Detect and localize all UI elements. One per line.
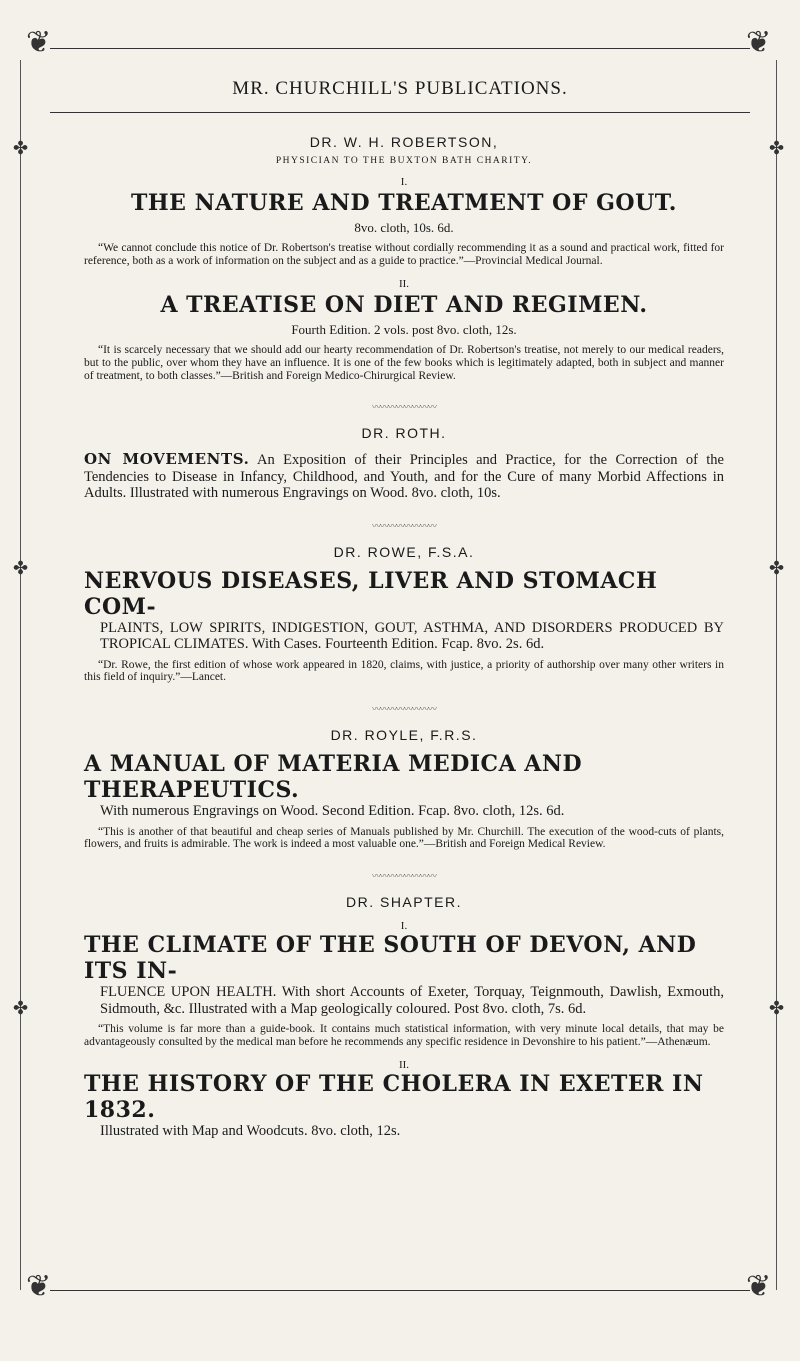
work-title: A TREATISE ON DIET AND REGIMEN. bbox=[160, 291, 648, 318]
work-title: A MANUAL OF MATERIA MEDICA AND THERAPEUTICS. bbox=[84, 751, 583, 804]
work-title: ON MOVEMENTS. bbox=[84, 450, 250, 469]
author-subline: PHYSICIAN TO THE BUXTON BATH CHARITY. bbox=[275, 156, 533, 166]
author-heading: DR. W. H. ROBERTSON, bbox=[309, 134, 499, 150]
work-description: FLUENCE UPON HEALTH. With short Accounts of Exeter, Torquay, Teignmouth, Dawlish, Exmouth, Sidmouth, &c. Illustrated with a Map geologically coloured. Post 8vo. cloth, 7s. 6d. bbox=[100, 984, 724, 1017]
corner-ornament-icon: ❦ bbox=[26, 25, 52, 60]
corner-ornament-icon: ❦ bbox=[26, 1269, 52, 1304]
section-divider: 〰〰〰〰〰〰〰〰 bbox=[371, 705, 436, 716]
catalogue-content bbox=[84, 134, 724, 1139]
corner-ornament-icon: ❦ bbox=[746, 25, 772, 60]
review-quote: “Dr. Rowe, the first edition of whose work appeared in 1820, claims, with justice, a priority of authorship over many other writers in this field of inquiry.”—Lancet. bbox=[84, 658, 724, 684]
work-numeral: I. bbox=[400, 176, 408, 188]
side-ornament-icon: ✤ bbox=[13, 138, 29, 159]
header-rule bbox=[50, 112, 750, 113]
section-divider: 〰〰〰〰〰〰〰〰 bbox=[371, 522, 436, 533]
work-description: PLAINTS, LOW SPIRITS, INDIGESTION, GOUT, ASTHMA, AND DISORDERS PRODUCED BY TROPICAL CLIMATES. With Cases. Fourteenth Edition. Fcap. 8vo. 2s. 6d. bbox=[100, 620, 724, 653]
author-heading: DR. SHAPTER. bbox=[345, 894, 462, 911]
work-description: With numerous Engravings on Wood. Second Edition. Fcap. 8vo. cloth, 12s. 6d. bbox=[100, 803, 565, 820]
corner-ornament-icon: ❦ bbox=[746, 1269, 772, 1304]
work-pubinfo: 8vo. cloth, 10s. 6d. bbox=[354, 220, 454, 235]
right-border-rule bbox=[776, 60, 777, 1290]
section-divider: 〰〰〰〰〰〰〰〰 bbox=[371, 872, 436, 883]
work-pubinfo: Fourth Edition. 2 vols. post 8vo. cloth, 12s. bbox=[291, 321, 517, 337]
side-ornament-icon: ✤ bbox=[769, 998, 785, 1019]
review-quote: “This volume is far more than a guide-book. It contains much statistical information, with very minute local details, that may be advantageously consulted by the medical man before he recommends any specific residence in Devonshire to his patient.”—Athenæum. bbox=[84, 1022, 724, 1048]
author-heading: DR. ROTH. bbox=[361, 425, 447, 442]
work-numeral: II. bbox=[398, 277, 410, 290]
side-ornament-icon: ✤ bbox=[13, 558, 29, 579]
work-entry bbox=[84, 451, 724, 501]
review-quote: “This is another of that beautiful and cheap series of Manuals published by Mr. Churchill. The execution of the wood-cuts of plants, flowers, and fruits is admirable. The work is indeed a most valuable one.”—British and Foreign Medical Review. bbox=[84, 825, 724, 851]
review-quote: “We cannot conclude this notice of Dr. Robertson's treatise without cordially recommending it as a sound and practical work, fitted for reference, both as a work of information on the subject and as a guide to practice.”—Provincial Medical Journal. bbox=[84, 242, 724, 267]
work-title: THE NATURE AND TREATMENT OF GOUT. bbox=[131, 190, 677, 216]
work-title: NERVOUS DISEASES, LIVER AND STOMACH COM- bbox=[84, 568, 658, 621]
section-divider: 〰〰〰〰〰〰〰〰 bbox=[371, 403, 436, 414]
work-description: Illustrated with Map and Woodcuts. 8vo. cloth, 12s. bbox=[100, 1122, 401, 1139]
work-title: THE CLIMATE OF THE SOUTH OF DEVON, AND ITS IN- bbox=[84, 932, 697, 985]
author-heading: DR. ROYLE, F.R.S. bbox=[330, 727, 478, 744]
author-heading: DR. ROWE, F.S.A. bbox=[333, 544, 475, 561]
work-numeral: I. bbox=[400, 920, 408, 933]
left-border-rule bbox=[20, 60, 21, 1290]
side-ornament-icon: ✤ bbox=[769, 558, 785, 579]
work-description: An Exposition of their Principles and Practice, for the Correction of the Tendencies to Disease in Infancy, Childhood, and Youth, and for the Cure of many Morbid Affections in Adults. Illustrated with numerous Engravings on Wood. 8vo. cloth, 10s. bbox=[84, 452, 724, 501]
top-rule bbox=[50, 48, 750, 49]
side-ornament-icon: ✤ bbox=[769, 138, 785, 159]
work-title: THE HISTORY OF THE CHOLERA IN EXETER IN 1832. bbox=[84, 1070, 704, 1123]
side-ornament-icon: ✤ bbox=[13, 998, 29, 1019]
work-numeral: II. bbox=[398, 1058, 410, 1071]
bottom-rule bbox=[50, 1290, 750, 1291]
page-header: MR. CHURCHILL'S PUBLICATIONS. bbox=[232, 78, 568, 99]
review-quote: “It is scarcely necessary that we should add our hearty recommendation of Dr. Robertson's treatise, not merely to our medical readers, but to the public, over whom they have an influence. It is one of the few books which is legitimately adapted, both in subject and manner of treatment, to both classes.”—British and Foreign Medico-Chirurgical Review. bbox=[84, 343, 724, 382]
